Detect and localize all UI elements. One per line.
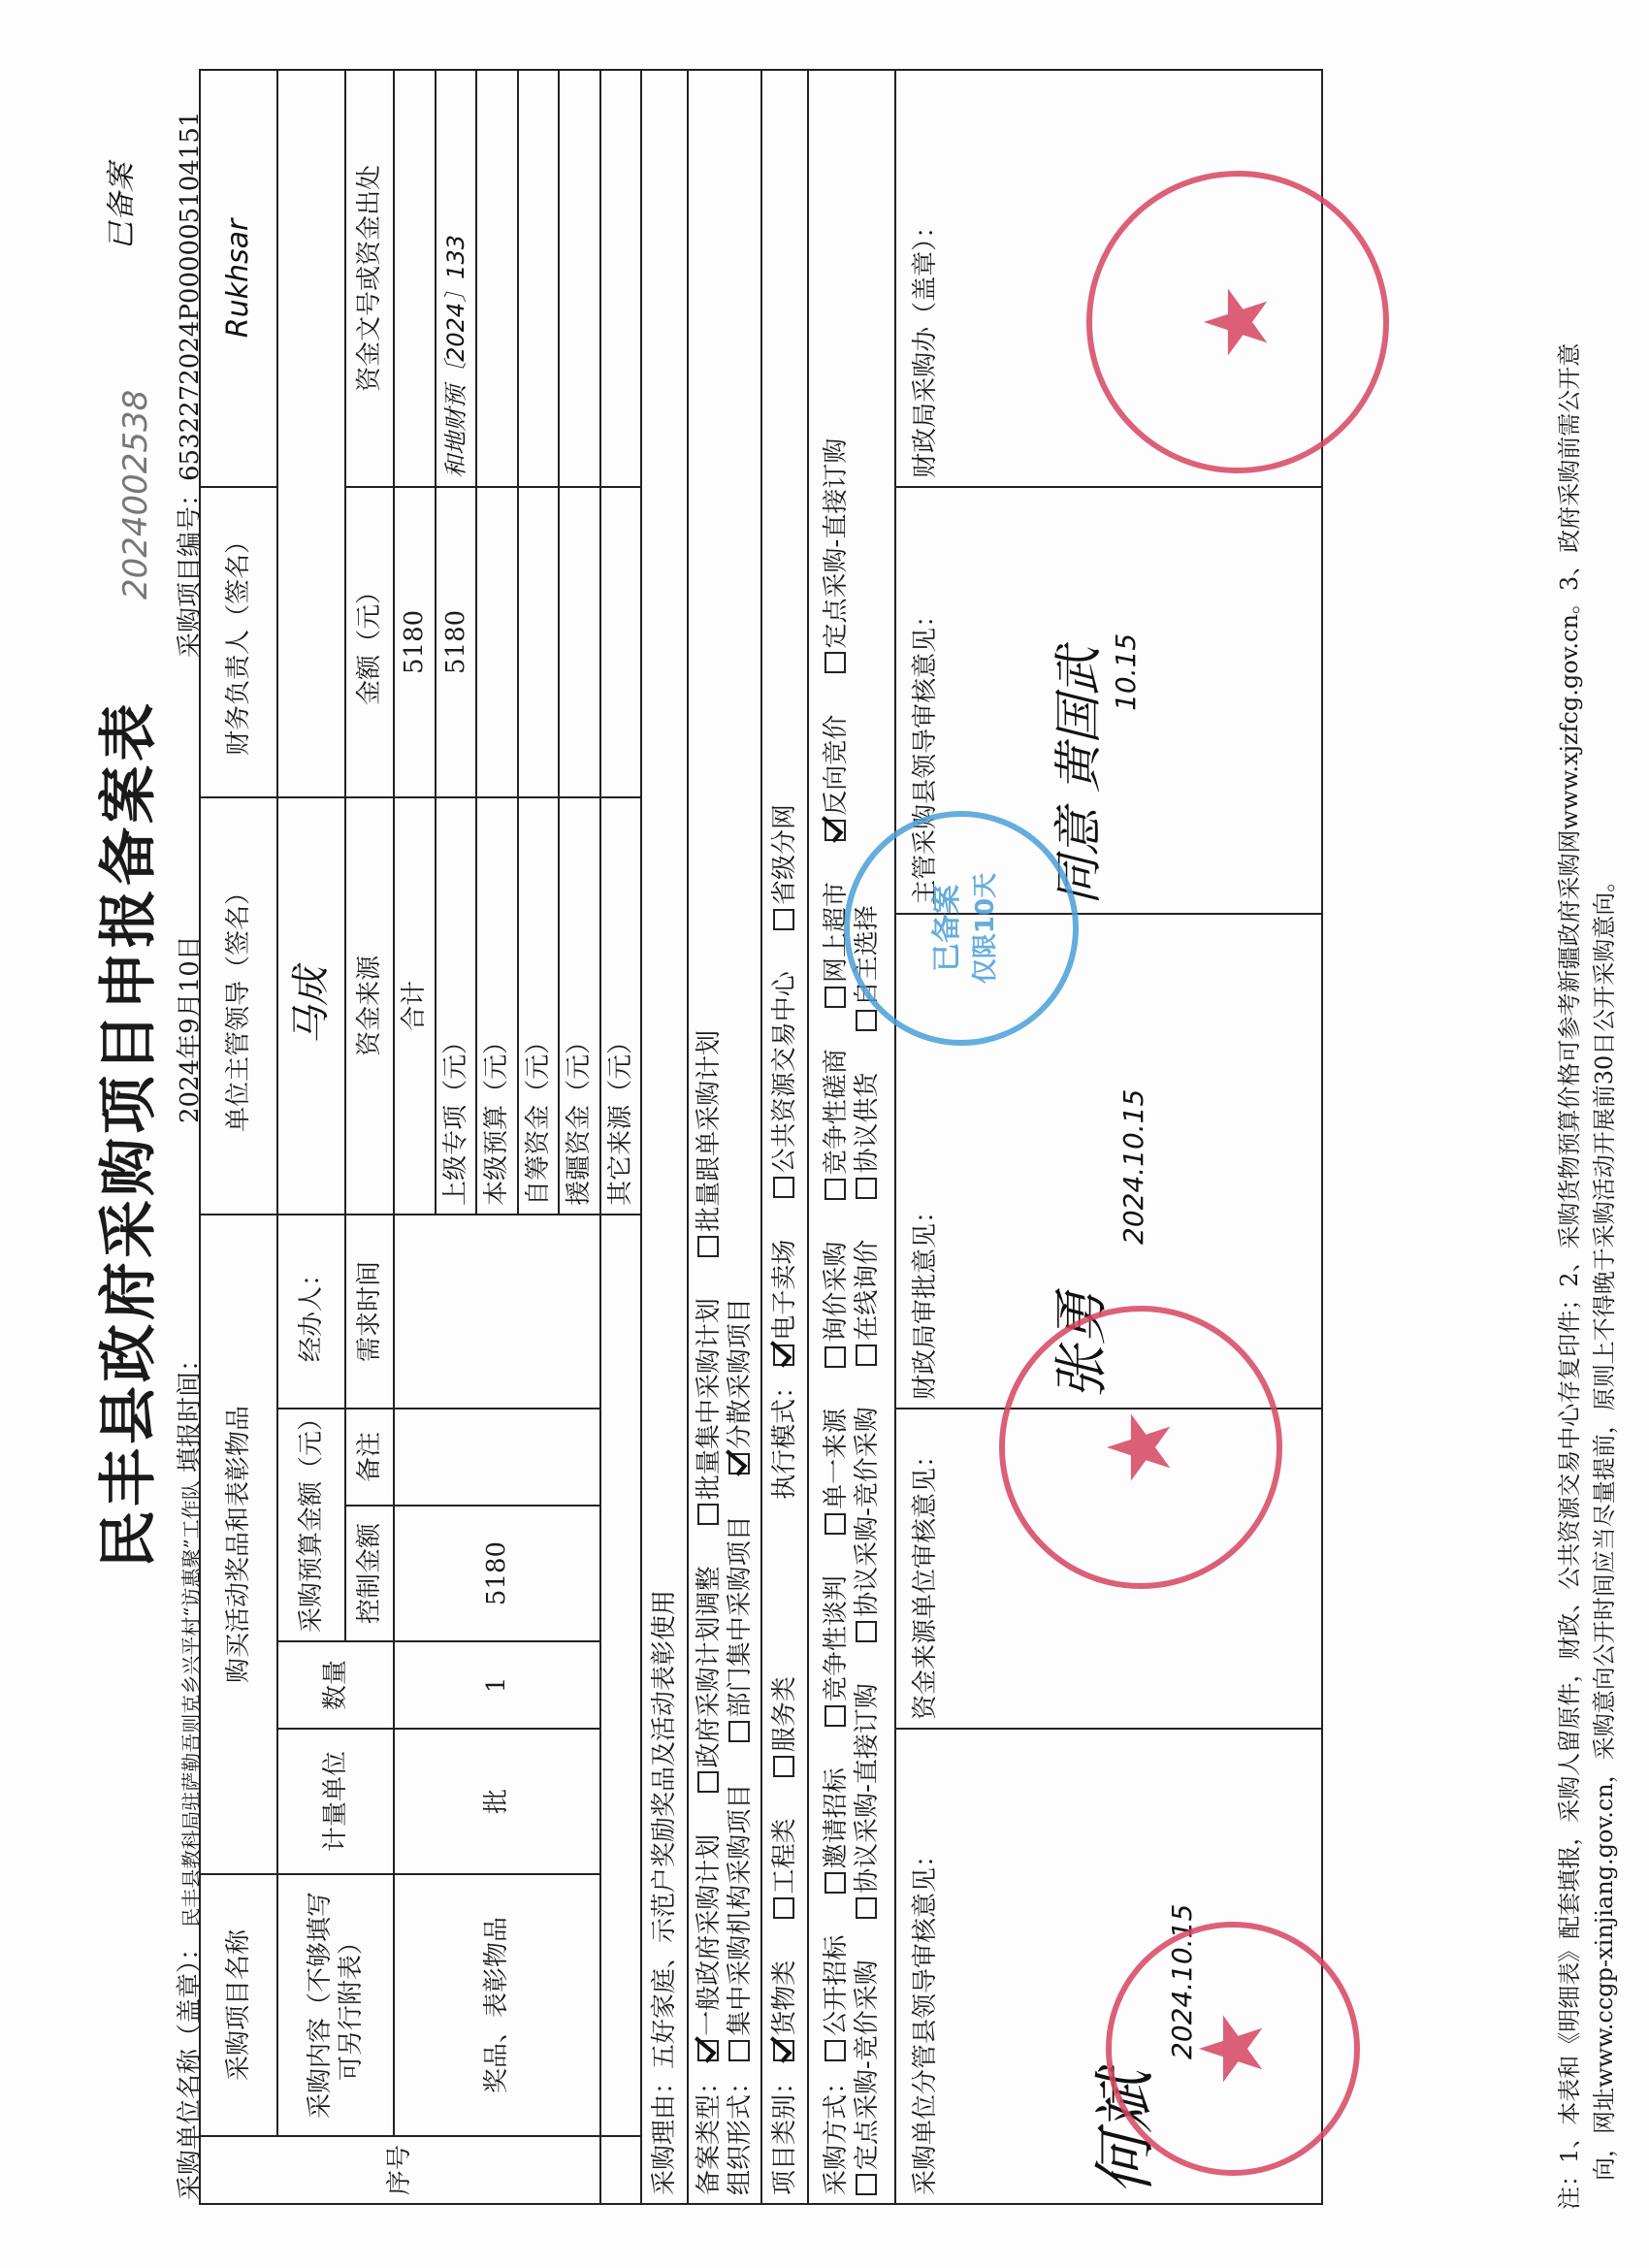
procurement-office-stamp (1086, 171, 1389, 473)
approval-leader-date: 2024.10.15 (1165, 1903, 1198, 2059)
unit-label: 采购单位名称（盖章）： (176, 1934, 205, 2200)
fund-label-other: 其它来源（元） (600, 797, 642, 1215)
fund-doc-header: 资金文号或资金出处 (345, 70, 394, 487)
fill-date: 2024年9月10日 (176, 935, 205, 1123)
reason-label: 采购理由： (649, 2068, 679, 2195)
finance-head-signature: Rukhsar (200, 70, 277, 487)
checkbox-icon (697, 2040, 719, 2061)
seq-header: 序号 (200, 2136, 600, 2204)
approval-fund-source-label: 资金来源单位审核意见： (911, 1442, 940, 1720)
fund-doc-self (518, 70, 560, 487)
opt-dept-central[interactable]: 部门集中采购项目 (726, 1515, 755, 1742)
project-number-value: 6532272024P000005104151 (176, 111, 205, 481)
checkbox-icon (697, 1236, 719, 1257)
checkbox-icon (824, 1513, 846, 1535)
handwritten-serial: 2024002538 (116, 389, 155, 599)
content-header: 采购内容（不够填写可另行附表） (277, 1874, 394, 2136)
checkbox-icon (824, 987, 846, 1008)
opt-engineering[interactable]: 工程类 (770, 1818, 799, 1919)
opt-goods[interactable]: 货物类 (770, 1960, 799, 2061)
checkbox-icon (824, 1179, 846, 1200)
opt-inquiry[interactable]: 询价采购 (822, 1242, 851, 1368)
item-unit: 批 (394, 1729, 600, 1874)
handler-label: 经办人： (277, 1215, 345, 1409)
opt-online-store[interactable]: 网上超市 (822, 882, 851, 1008)
opt-provincial-net[interactable]: 省级分网 (770, 804, 799, 930)
opt-agreement-bid[interactable]: 协议采购-竞价采购 (853, 1407, 882, 1642)
opt-fixed-bid[interactable]: 定点采购-竞价采购 (853, 1960, 882, 2195)
checkbox-icon (728, 1453, 750, 1474)
approval-leader-label: 采购单位分管县领导审核意见： (911, 1841, 940, 2195)
approval-procurement-leader-date: 10.15 (1110, 632, 1142, 711)
checkbox-icon (824, 1346, 846, 1368)
item-remark (394, 1409, 600, 1506)
checkbox-icon (856, 2174, 877, 2195)
category-label: 项目类别： (769, 2068, 799, 2195)
method-label: 采购方式： (821, 2068, 851, 2195)
approval-finance-date: 2024.10.15 (1116, 1088, 1149, 1245)
reason-row (641, 70, 688, 2204)
checkbox-icon (856, 1621, 877, 1642)
checkbox-icon (856, 1897, 877, 1919)
fund-amount-aid (559, 487, 600, 797)
fund-amount-self (518, 487, 560, 797)
fill-time-label: 填报时间： (176, 1345, 205, 1473)
approval-procurement-leader-sign: 同意 黄国武 (1050, 647, 1107, 905)
exec-mode-label: 执行模式： (769, 1373, 799, 1500)
checkbox-icon (773, 909, 794, 930)
opt-negotiation[interactable]: 竞争性谈判 (822, 1575, 851, 1727)
fund-label-total: 合计 (394, 797, 436, 1215)
opt-central-agency[interactable]: 集中采购机构采购项目 (726, 1784, 755, 2061)
checkbox-icon (728, 1721, 750, 1742)
opt-batch-central[interactable]: 批量集中采购计划 (695, 1298, 724, 1525)
checkbox-icon (773, 1345, 794, 1366)
item-need-time (394, 1215, 600, 1409)
star-icon: ★ (1089, 1408, 1191, 1487)
blank-cell (277, 70, 345, 797)
project-number-label: 采购项目编号： (176, 480, 205, 658)
unit-value: 民丰县教科局驻萨勒吾则克乡兴平村“访惠聚”工作队 (179, 1480, 203, 1928)
opt-agreement-supply[interactable]: 协议供货 (853, 1073, 882, 1199)
checkbox-icon (824, 1705, 846, 1727)
amount-header: 金额（元） (345, 487, 394, 797)
approval-leader-sign: 何斌 (1089, 2071, 1162, 2195)
qty-header: 数量 (277, 1641, 394, 1729)
dept-leader-label: 单位主管领导（签名） (200, 797, 277, 1215)
checkbox-icon (773, 1177, 794, 1198)
checkbox-icon (697, 1504, 719, 1525)
opt-online-inquiry[interactable]: 在线询价 (853, 1240, 882, 1366)
filed-blue-stamp: 已备案 仅限10天 (844, 811, 1079, 1046)
notes-line-2: 向，网址www.ccgp-xinjiang.gov.cn，采购意向公开时间应当尽量提前，原则上不得晚于采购活动开展前30日公开采购意向。 (1591, 868, 1618, 2181)
checkbox-icon (824, 820, 846, 841)
form-title: 民丰县政府采购项目申报备案表 (95, 699, 163, 1569)
seq-blank (600, 2136, 642, 2204)
fund-doc-other (600, 70, 642, 487)
reason-text: 五好家庭、示范户奖励奖品及活动表彰使用 (649, 1589, 679, 2069)
filing-type-label: 备案类型： (694, 2068, 724, 2195)
finance-bureau-stamp (999, 1306, 1282, 1589)
opt-open-tender[interactable]: 公开招标 (822, 1935, 851, 2061)
fund-doc-total (394, 70, 436, 487)
opt-public-resource[interactable]: 公共资源交易中心 (770, 971, 799, 1198)
fund-label-self: 自筹资金（元） (518, 797, 560, 1215)
fund-doc-upper: 和地财预〔2024〕133 (436, 70, 477, 487)
opt-self-select[interactable]: 自主选择 (853, 905, 882, 1031)
opt-agreement-direct[interactable]: 协议采购-直接订购 (853, 1683, 882, 1919)
project-name-value: 购买活动奖品和表彰物品 (200, 1215, 277, 1874)
opt-reverse-bid[interactable]: 反向竞价 (822, 715, 851, 841)
opt-plan-adjust[interactable]: 政府采购计划调整 (695, 1566, 724, 1793)
checkbox-icon (773, 1897, 794, 1919)
opt-single-source[interactable]: 单一来源 (822, 1409, 851, 1535)
unit-header: 计量单位 (277, 1729, 394, 1874)
approval-finance-sign: 张勇 (1050, 1291, 1114, 1400)
opt-e-mall[interactable]: 电子卖场 (770, 1240, 799, 1366)
opt-fixed-direct[interactable]: 定点采购-直接订购 (822, 438, 851, 674)
category-row (761, 70, 808, 2204)
need-time-header: 需求时间 (345, 1215, 394, 1409)
approval-procurement-leader-label: 主管采购县领导审核意见： (911, 601, 940, 905)
checkbox-icon (824, 652, 846, 673)
approval-finance-label: 财政局审批意见： (911, 1197, 940, 1400)
dept-leader-signature: 马成 (277, 797, 345, 1215)
fund-amount-other (600, 487, 642, 797)
margin-note: 已备案 (105, 163, 139, 250)
fund-label-upper: 上级专项（元） (436, 797, 477, 1215)
opt-batch-follow[interactable]: 批量跟单采购计划 (695, 1030, 724, 1257)
checkbox-icon (856, 1345, 877, 1366)
opt-general-plan[interactable]: 一般政府采购计划 (695, 1834, 724, 2061)
checkbox-icon (773, 2040, 794, 2061)
checkbox-icon (824, 1872, 846, 1894)
blank-under-item (600, 1215, 642, 2136)
remark-header: 备注 (345, 1409, 394, 1506)
fund-label-aid: 援疆资金（元） (559, 797, 600, 1215)
checkbox-icon (856, 1178, 877, 1199)
fund-amount-local (476, 487, 518, 797)
fund-amount-upper: 5180 (436, 487, 477, 797)
budget-header: 采购预算金额（元） (277, 1409, 345, 1641)
finance-head-label: 财务负责人（签名） (200, 487, 277, 797)
opt-decentralized[interactable]: 分散采购项目 (726, 1298, 755, 1474)
star-icon: ★ (1186, 282, 1288, 362)
checkbox-icon (773, 1756, 794, 1777)
fund-doc-local (476, 70, 518, 487)
checkbox-icon (824, 2040, 846, 2061)
fund-amount-total: 5180 (394, 487, 436, 797)
approval-procurement-office-label: 财政局采购办（盖章）： (911, 212, 940, 478)
checkbox-icon (697, 1771, 719, 1793)
notes-label: 注： (1556, 2163, 1583, 2210)
item-control-amount: 5180 (394, 1506, 600, 1641)
fund-label-local: 本级预算（元） (476, 797, 518, 1215)
checkbox-icon (728, 2040, 750, 2061)
project-name-label: 采购项目名称 (200, 1874, 277, 2136)
method-row (808, 70, 895, 2204)
control-amount-header: 控制金额 (345, 1506, 394, 1641)
org-form-label: 组织形式： (726, 2068, 755, 2195)
checkbox-icon (856, 1010, 877, 1031)
fund-source-header: 资金来源 (345, 797, 394, 1215)
fund-doc-aid (559, 70, 600, 487)
opt-consultation[interactable]: 竞争性磋商 (822, 1049, 851, 1200)
filing-type-row (688, 70, 761, 2204)
footer-notes (1552, 66, 1622, 2210)
item-qty: 1 (394, 1641, 600, 1729)
item-name: 奖品、表彰物品 (394, 1874, 600, 2136)
opt-invite-tender[interactable]: 邀请招标 (822, 1767, 851, 1894)
village-coop-stamp (1106, 1922, 1360, 2176)
star-icon: ★ (1181, 2009, 1283, 2089)
opt-service[interactable]: 服务类 (770, 1676, 799, 1777)
notes-line-1: 注：1、本表和《明细表》配套填报，采购人留原件，财政、公共资源交易中心存复印件；2、采购货物预算价格可参考新疆政府采购网www.xjzfcg.gov.cn。3、政府采购前需公开意 (1556, 342, 1583, 2210)
